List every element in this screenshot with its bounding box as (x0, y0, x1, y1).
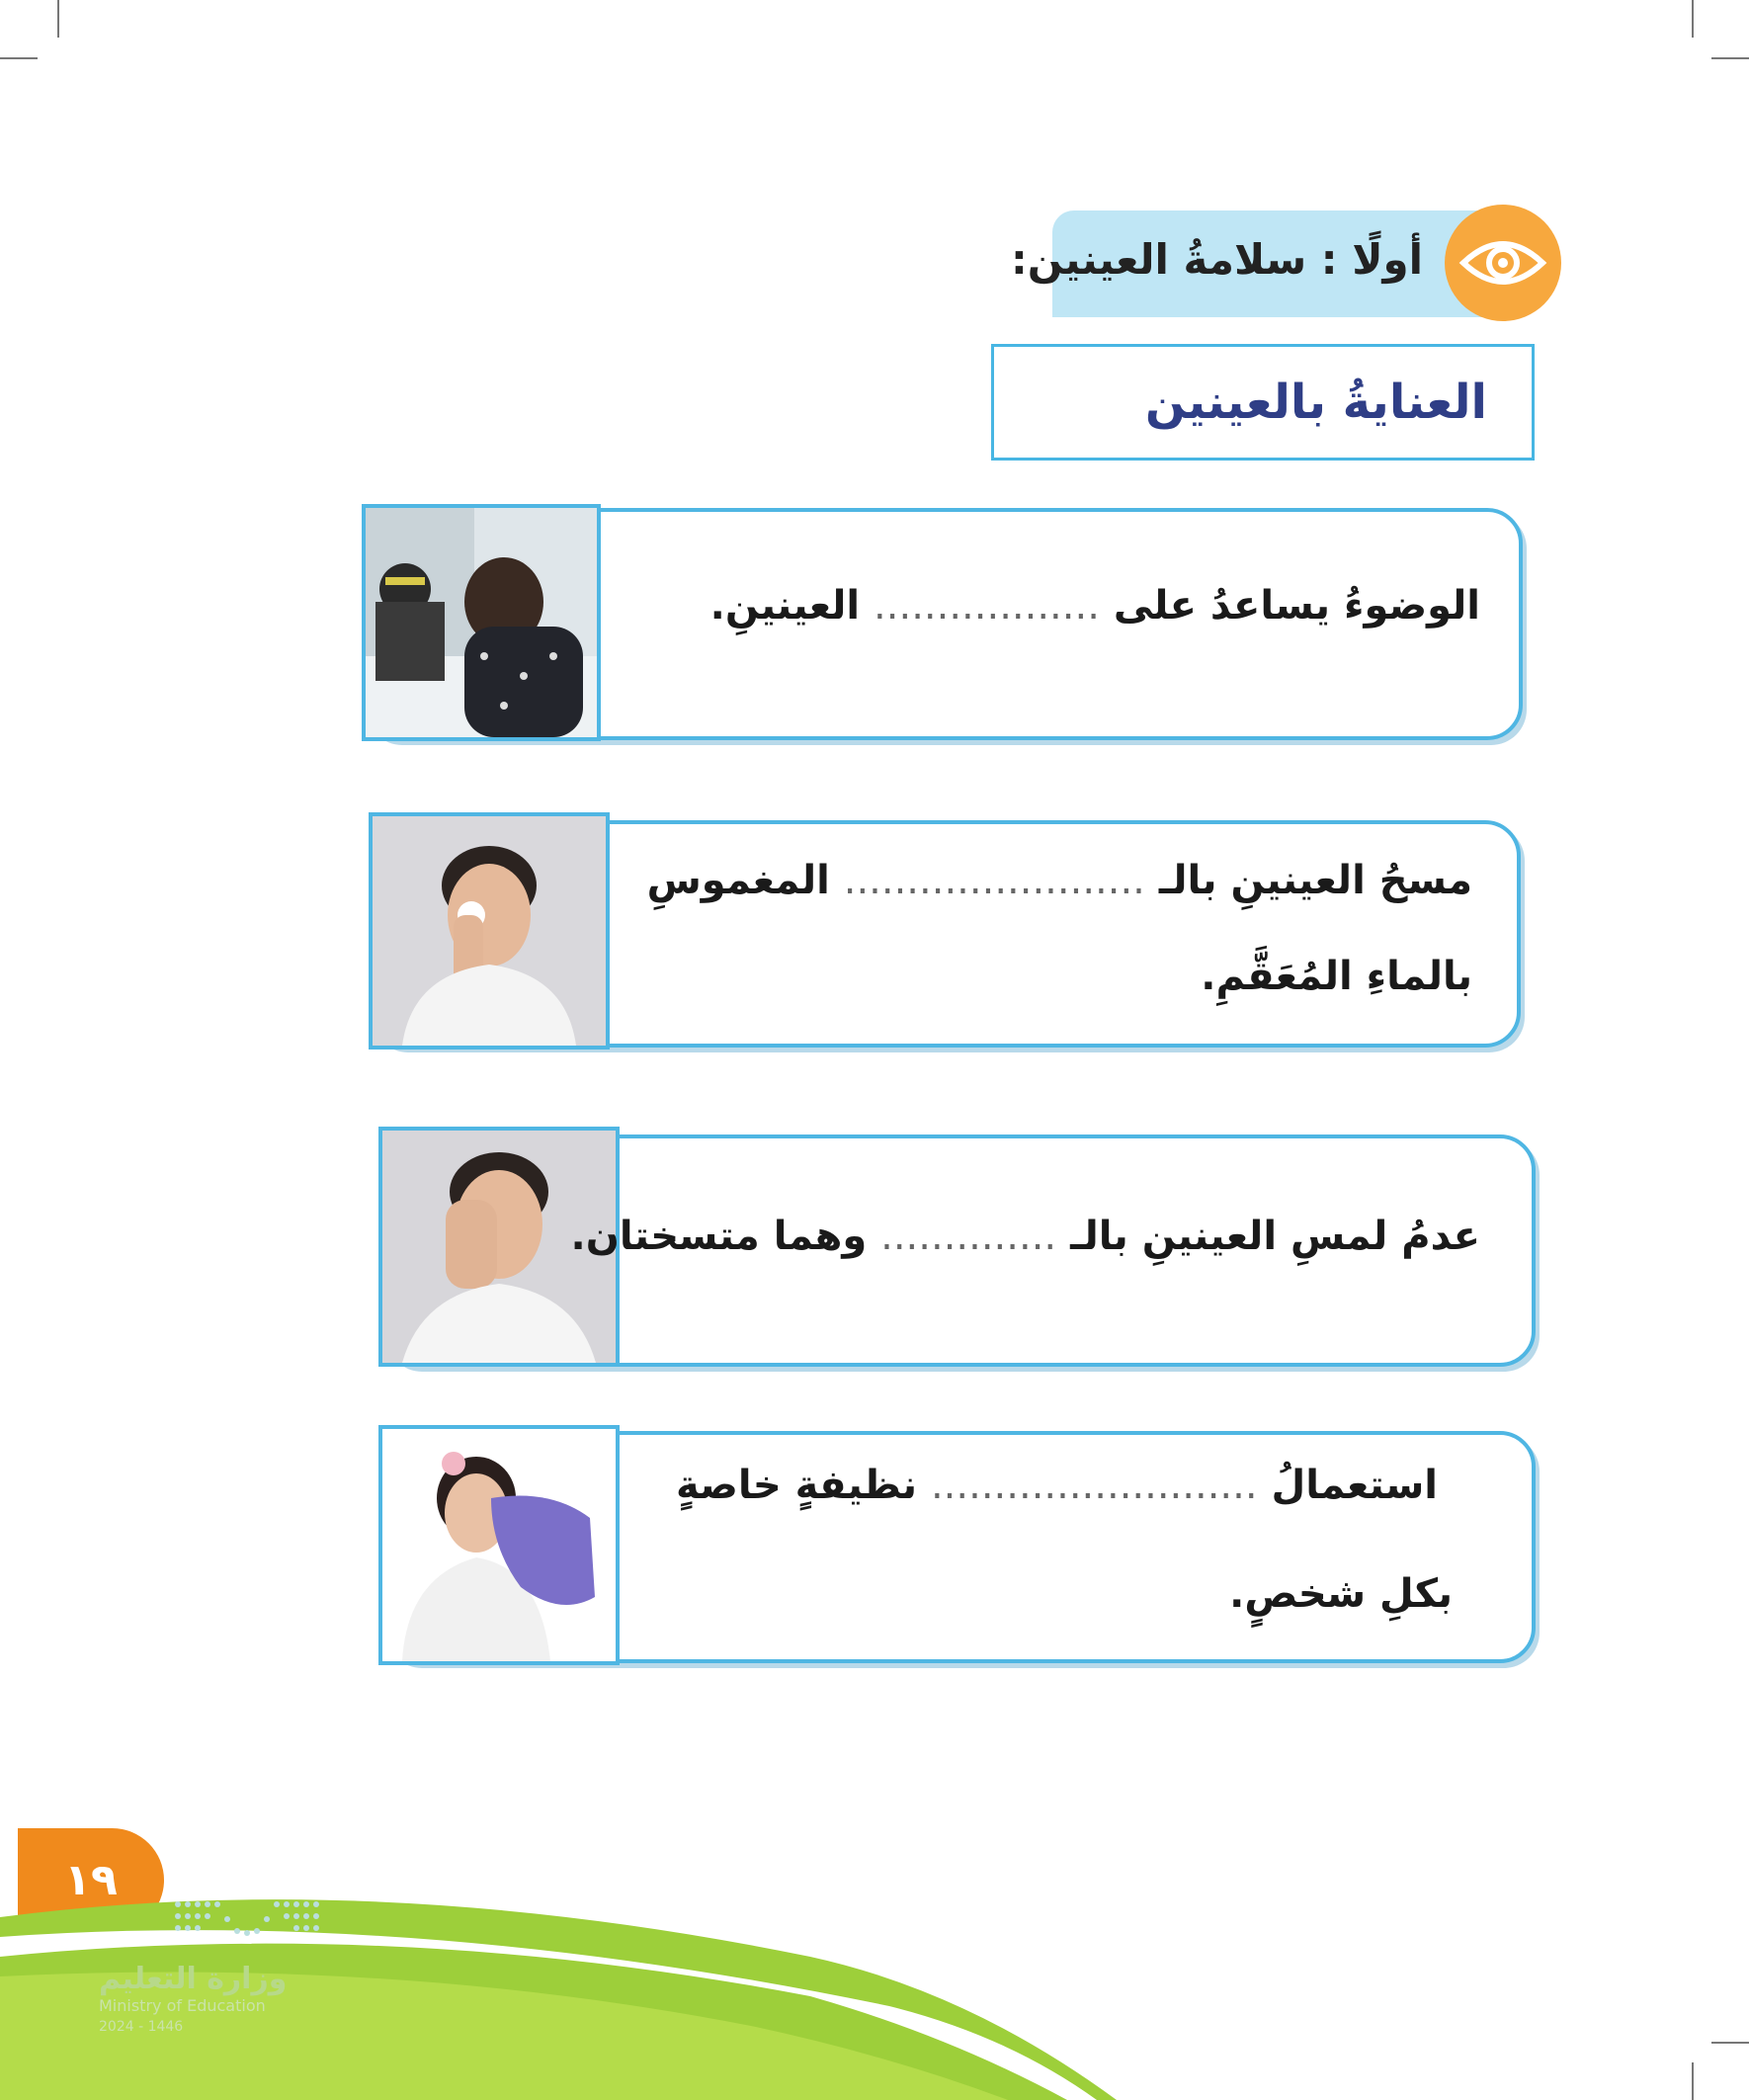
crop-mark (1711, 2042, 1749, 2044)
item-4-line-2: بكلِ شخصٍ. (1229, 1571, 1453, 1617)
item-2-line-2: بالماءِ المُعَقَّمِ. (1201, 954, 1472, 999)
photo-washing-face (362, 504, 601, 741)
ministry-name-ar: وزارة التعليم (99, 1962, 288, 1996)
edition-year: 2024 - 1446 (99, 2019, 184, 2035)
crop-mark (1711, 57, 1749, 59)
crop-mark (1692, 0, 1694, 38)
ministry-logo-dots (173, 1899, 321, 1939)
item-1-line-1: الوضوءُ يساعدُ على .................. العينينِ. (709, 583, 1480, 629)
blank-dots: ........................ (843, 858, 1145, 903)
crop-mark (1692, 2062, 1694, 2100)
photo-towel (378, 1425, 620, 1665)
item-4-line-1: استعمالُ .......................... نظيفةٍ خاصةٍ (675, 1463, 1438, 1508)
blank-dots: .......................... (930, 1463, 1258, 1508)
blank-dots: .................. (874, 583, 1100, 629)
item-2-line-1: مسحُ العينينِ بالـ ........................ المغموسِ (646, 858, 1472, 903)
ministry-name-en: Ministry of Education (99, 1996, 266, 2015)
photo-wiping-eye (369, 812, 610, 1050)
eye-icon (1445, 205, 1561, 321)
subtitle: العنايةُ بالعينين (1144, 375, 1487, 430)
crop-mark (0, 57, 38, 59)
crop-mark (57, 0, 59, 38)
item-3-line-1: عدمُ لمسِ العينينِ بالـ .............. وهما متسختان. (570, 1214, 1480, 1259)
page-number: ١٩ (18, 1828, 164, 1932)
subtitle-box (991, 344, 1535, 461)
section-title: أولًا : سلامةُ العينين: (1010, 235, 1423, 284)
blank-dots: .............. (880, 1214, 1057, 1259)
